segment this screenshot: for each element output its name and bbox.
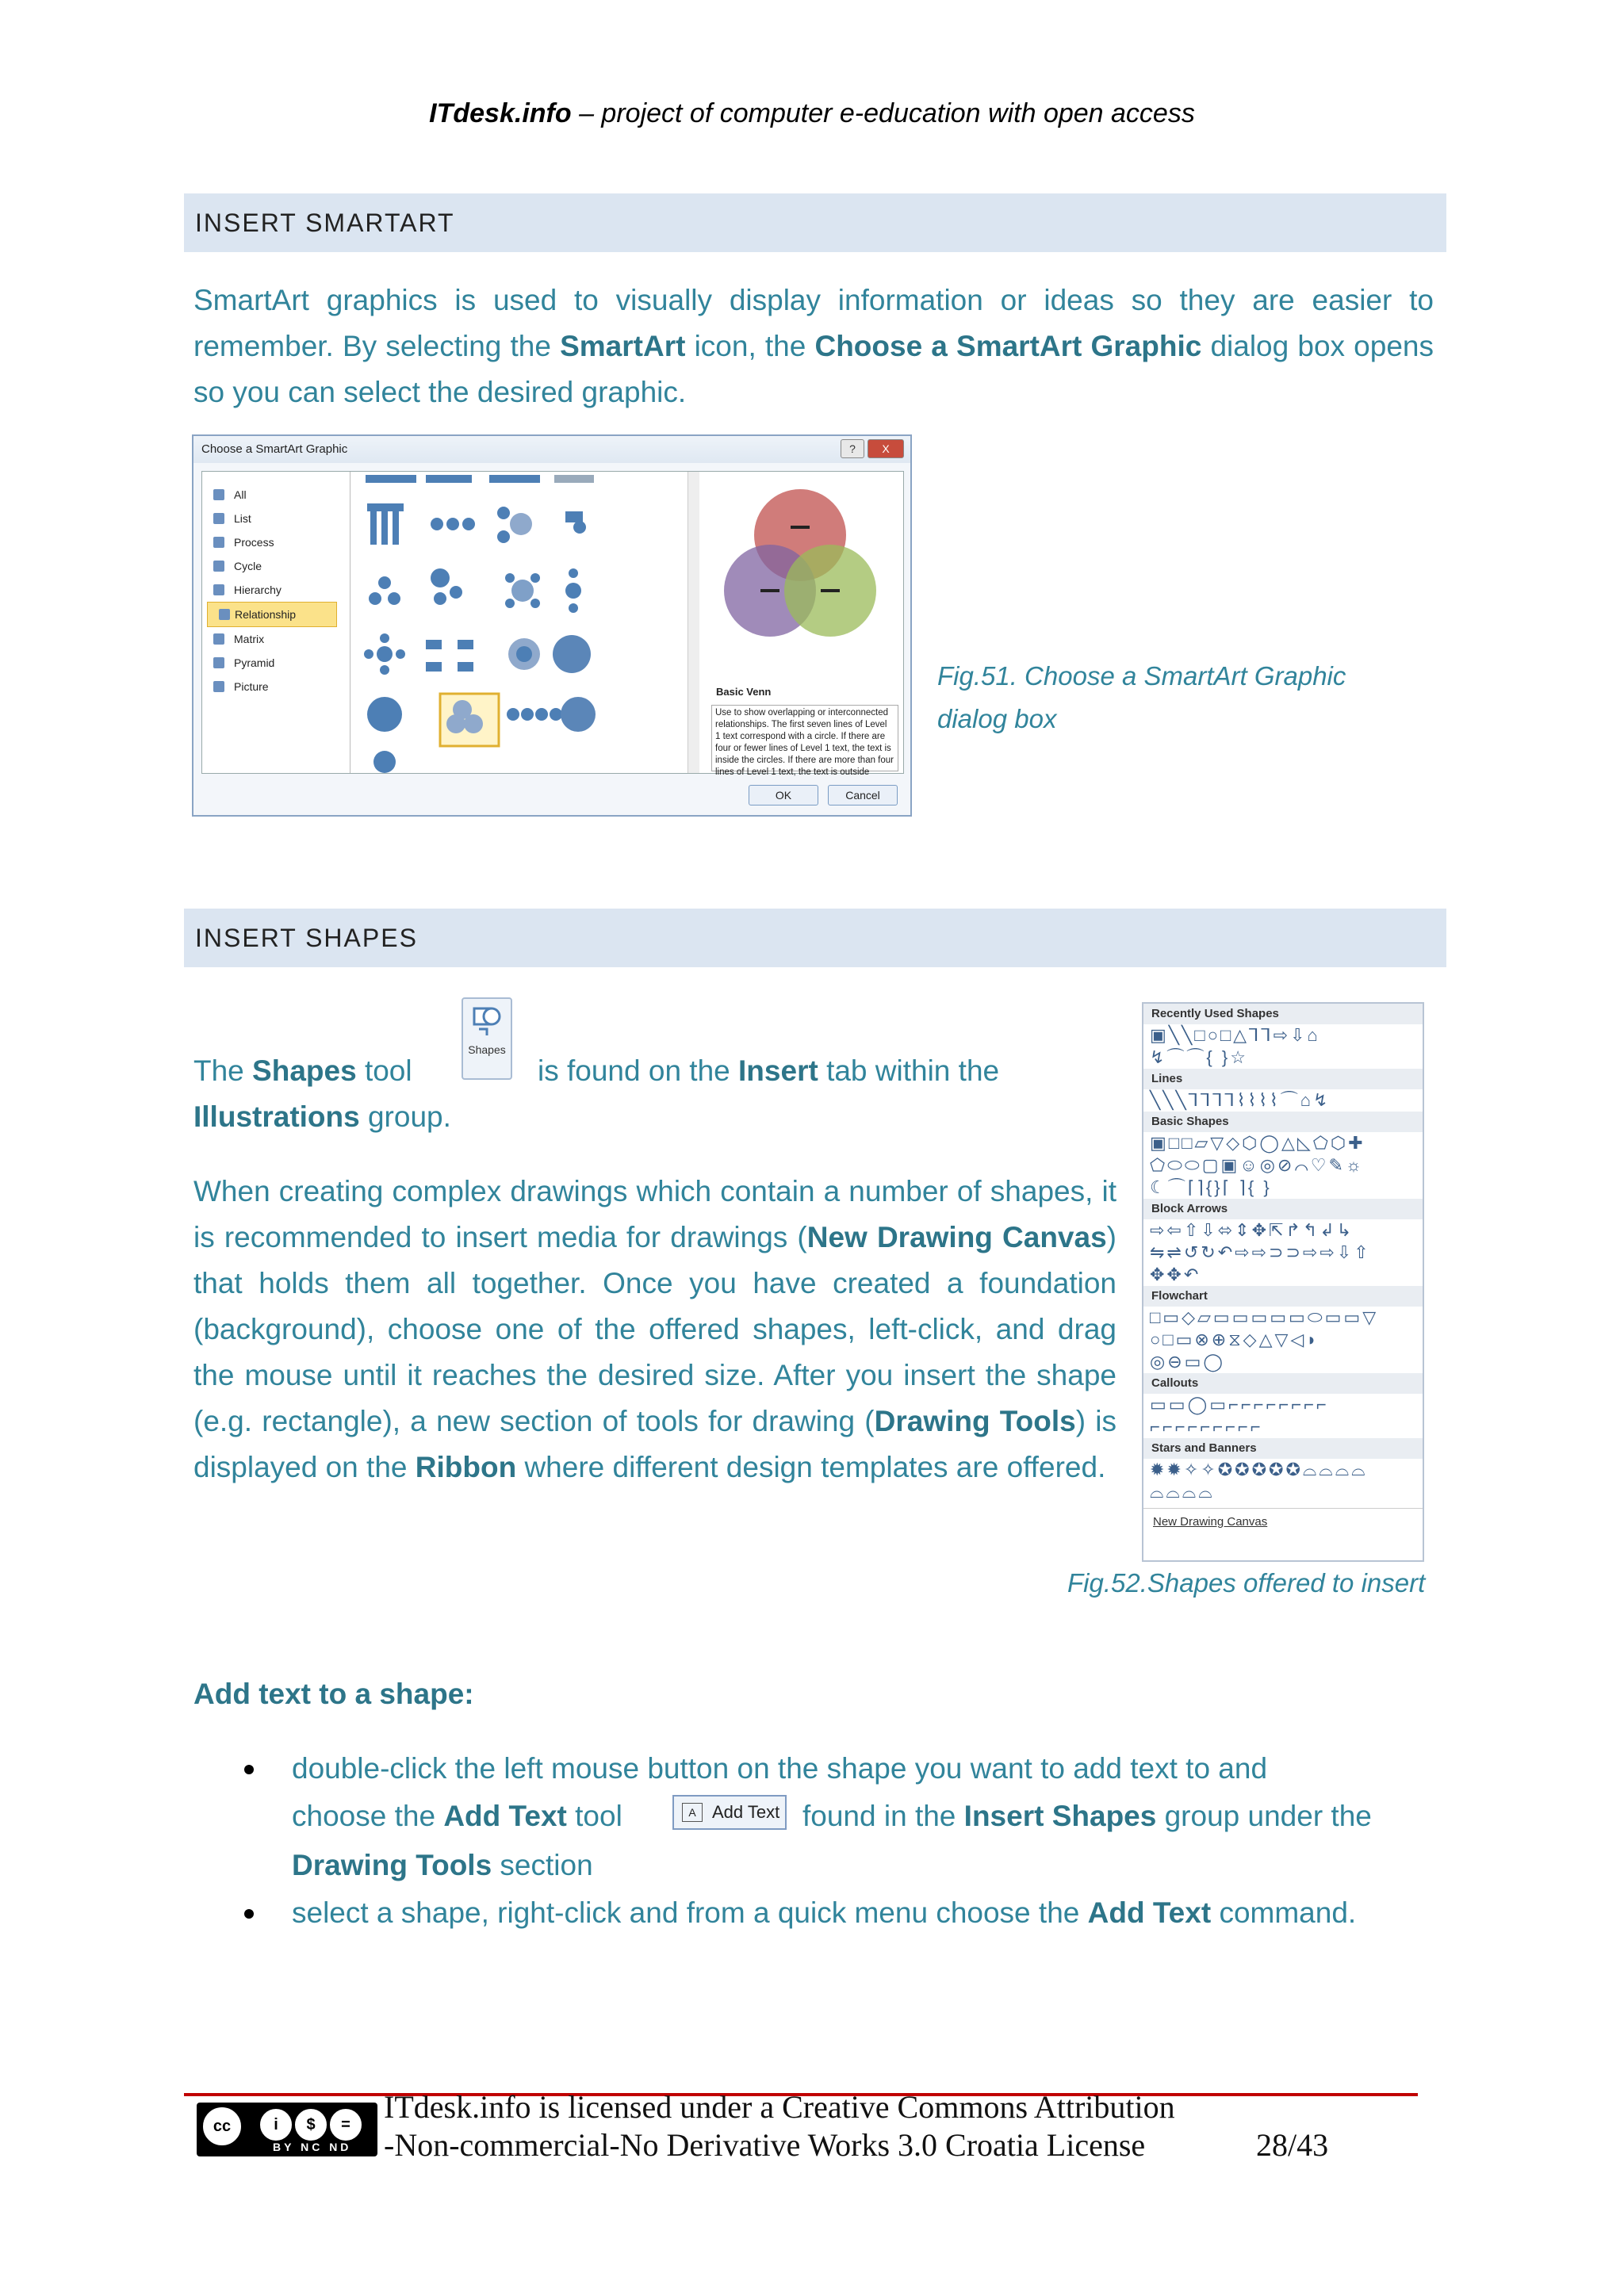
category-list [202,472,350,773]
shapes-glyph [463,1001,511,1042]
bullet [244,1909,254,1919]
shapes-gallery-screenshot [1142,1002,1424,1562]
shape-row[interactable]: ◎⊖▭◯ [1150,1352,1226,1372]
license-text [384,2088,1175,2164]
category-relationship[interactable]: Relationship [207,602,337,627]
bullet [244,1765,254,1774]
text-run: group. [359,1100,451,1133]
add-text-heading: Add text to a shape: [193,1678,474,1710]
gallery-section-title: Callouts [1143,1373,1423,1394]
text-run: section [492,1849,593,1881]
preview-title: Basic Venn [716,686,772,698]
text-run: SmartArt graphics is used to visually display information or ideas so they are easier to remember. By selecting the [193,284,1434,362]
creative-commons-logo [197,2103,377,2156]
shape-row[interactable]: ⬠⬭⬭▢▣☺◎⊘⌒♡✎☼ [1150,1155,1365,1175]
gallery-section-title: Stars and Banners [1143,1438,1423,1459]
bullet1-line3 [292,1843,1005,1888]
caption-line: dialog box [937,704,1057,733]
dialog-title: Choose a SmartArt Graphic [193,436,910,463]
dialog-body [201,471,904,777]
text-run: where different design templates are offered. [516,1451,1106,1483]
category-all[interactable]: All [202,483,350,507]
shape-row[interactable]: ╲╲╲⅂⅂⅂⅂⌇⌇⌇⌇⌒⌂↯ [1150,1090,1331,1110]
shapes-intro-a [193,1048,463,1094]
ok-button[interactable]: OK [749,785,818,806]
nc-icon: $ [295,2109,327,2141]
bullet1-line2a: choose the Add Text tool [292,1800,622,1832]
text-run: found in the [802,1800,964,1832]
new-drawing-canvas-item[interactable] [1143,1508,1423,1536]
new-drawing-canvas-label: New Drawing Canvas [1153,1515,1268,1529]
text-bold: SmartArt [560,330,686,362]
category-process[interactable]: Process [202,530,350,554]
gallery-scrollbar[interactable] [688,472,699,773]
header-brand: ITdesk.info [429,98,572,128]
text-bold: Shapes [252,1054,357,1087]
fig51-caption [937,655,1346,740]
cc-badge-text: BY NC ND [273,2141,352,2153]
shape-row[interactable]: ✹✹✧✧✪✪✪✪✪⌓⌓⌓⌓ [1150,1460,1368,1479]
text-run: tool [356,1054,412,1087]
gallery-section-title: Recently Used Shapes [1143,1004,1423,1024]
text-bold: Ribbon [415,1451,517,1483]
shape-row[interactable]: ⇋⇌↺↻↶⇨⇨⊃⊃⇨⇨⇩⇧ [1150,1242,1371,1262]
shape-row[interactable]: ⌐⌐⌐⌐⌐⌐⌐⌐⌐ [1150,1417,1263,1437]
gallery-section-title: Basic Shapes [1143,1112,1423,1132]
cc-icon: cc [203,2107,241,2145]
text-run: group under the [1156,1800,1372,1832]
text-bold: Drawing Tools [292,1849,492,1881]
license-line: ITdesk.info is licensed under a Creative Commons Attribution [384,2089,1175,2125]
cancel-button[interactable]: Cancel [828,785,898,806]
shape-row[interactable]: ○□▭⊗⊕⧖◇△▽◁◗ [1150,1330,1320,1349]
bullet1-line2b [802,1793,1434,1839]
nd-icon: = [330,2109,362,2141]
bullet1-line1: double-click the left mouse button on the shape you want to add text to and [292,1752,1268,1785]
text-run: ) that holds them all together. Once you have created a foundation (background), choose one of the offered shapes, left-click, and drag the mouse until it reaches the desired size. After you insert the shape (e.g. rectangle), a new section of tools for drawing ( [193,1221,1116,1437]
by-icon: i [260,2109,292,2141]
shapes-intro-b [538,1048,1061,1094]
text-bold: Insert Shapes [963,1800,1157,1832]
shape-row[interactable]: ▣╲╲□○□△⅂⅂⇨⇩⌂ [1150,1025,1320,1045]
shapes-tool-icon [462,997,512,1080]
smartart-paragraph [193,277,1434,415]
category-hierarchy[interactable]: Hierarchy [202,578,350,602]
license-line: -Non-commercial-No Derivative Works 3.0 Croatia License [384,2127,1146,2163]
shape-row[interactable]: ✥✥↶ [1150,1265,1201,1284]
close-button[interactable]: X [868,439,904,458]
text-run: tab within the [818,1054,1000,1087]
gallery-section-title: Flowchart [1143,1286,1423,1307]
text-bold: New Drawing Canvas [806,1221,1107,1253]
text-run: tool [566,1800,622,1832]
shapes-icon-label: Shapes [468,1043,506,1056]
smartart-dialog-screenshot [192,434,912,817]
text-bold: Choose a SmartArt Graphic [814,330,1202,362]
text-bold: Add Text [1087,1896,1212,1929]
preview-pane [705,472,903,777]
add-text-tool-icon: A Add Text [672,1795,787,1830]
shape-row[interactable]: □▭◇▱▭▭▭▭▭⬭▭▭▽ [1150,1307,1379,1327]
shape-row[interactable]: ▭▭◯▭⌐⌐⌐⌐⌐⌐⌐⌐ [1150,1395,1329,1414]
category-pyramid[interactable]: Pyramid [202,651,350,675]
text-run: select a shape, right-click and from a quick menu choose the [292,1896,1088,1929]
header-subtitle: – project of computer e-education with open access [571,98,1195,128]
text-run: The [193,1054,253,1087]
shapes-intro-c [193,1094,907,1140]
layout-gallery[interactable] [358,472,683,773]
category-matrix[interactable]: Matrix [202,627,350,651]
category-cycle[interactable]: Cycle [202,554,350,578]
text-run: command. [1211,1896,1357,1929]
shape-row[interactable]: ⇨⇦⇧⇩⬄⇕✥⇱↱↰↲↳ [1150,1220,1354,1240]
preview-description: Use to show overlapping or interconnected relationships. The first seven lines of Level 1 text correspond with a circle. If there are four or fewer lines of Level 1 text, the text is inside the circles. If there are more than four lines of Level 1 text, the text is outside [711,705,898,771]
text-run: dialog box opens so you can select the desired graphic. [193,330,1434,408]
caption-line: Fig.51. Choose a SmartArt Graphic [937,661,1346,691]
help-button[interactable]: ? [841,439,864,458]
text-bold: Drawing Tools [874,1405,1076,1437]
page-number: 28/43 [1256,2127,1329,2163]
gallery-section-title: Block Arrows [1143,1199,1423,1219]
text-bold: Add Text [443,1800,567,1832]
bullet2 [292,1890,1434,1936]
shapes-paragraph [193,1169,1116,1490]
shape-row[interactable]: ↯⌒⌒{ }☆ [1150,1047,1248,1067]
section-heading-smartart: INSERT SMARTART [184,193,1446,252]
shape-row[interactable]: ▣□□▱▽◇⬡◯△◺⬠⬡✚ [1150,1133,1365,1153]
category-list-item[interactable]: List [202,507,350,530]
fig52-caption: Fig.52.Shapes offered to insert [1067,1568,1426,1598]
page-header [0,98,1624,129]
text-run: ) is displayed on the [193,1405,1116,1483]
text-bold: Insert [738,1054,818,1087]
shape-row[interactable]: ⌓⌓⌓⌓ [1150,1482,1215,1502]
text-bold: Illustrations [193,1100,360,1133]
venn-preview [705,472,903,678]
text-run: icon, the [685,330,815,362]
category-picture[interactable]: Picture [202,675,350,698]
text-run: When creating complex drawings which contain a number of shapes, it is recommended to insert media for drawings ( [193,1175,1116,1253]
text-run: is found on the [538,1054,739,1087]
gallery-section-title: Lines [1143,1069,1423,1089]
section-heading-shapes: INSERT SHAPES [184,909,1446,967]
shape-row[interactable]: ☾⌒⌈⌉{}⌈ ⌉{ } [1150,1177,1272,1197]
layout-thumbnails [358,472,683,773]
